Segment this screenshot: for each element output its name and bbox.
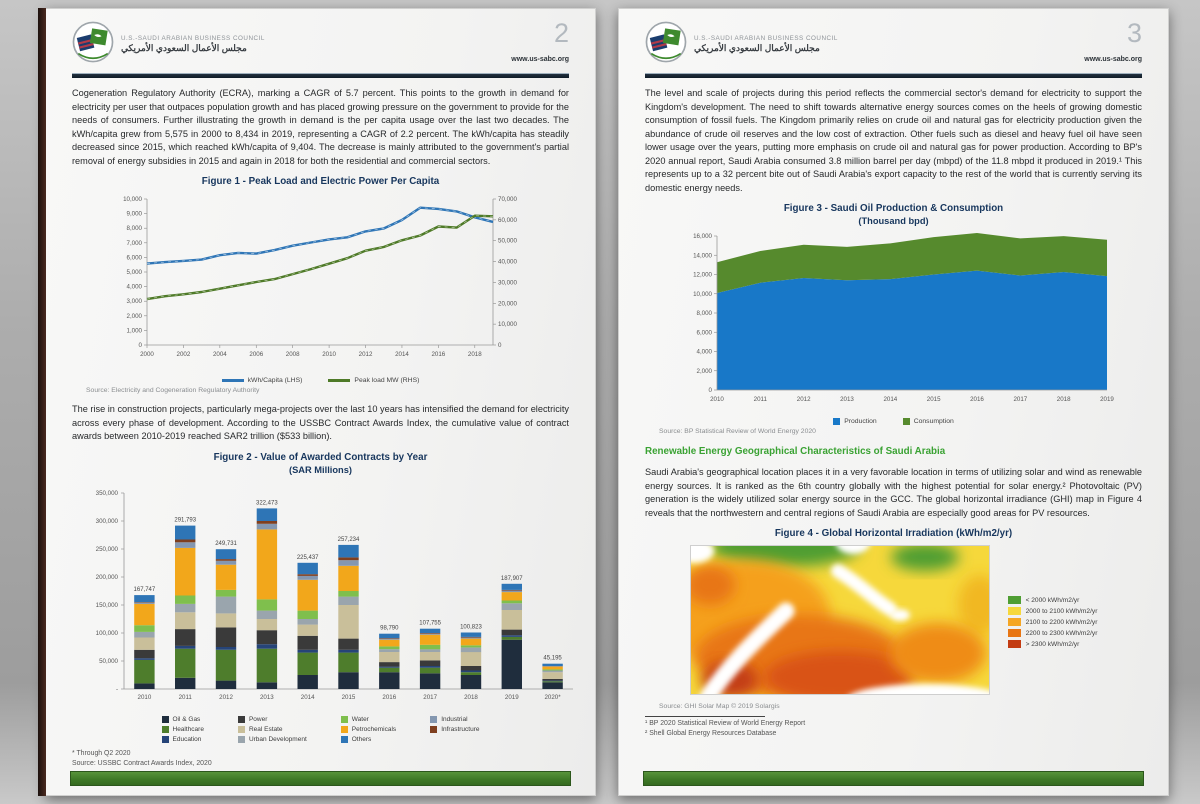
legend-item: Peak load MW (RHS) <box>328 377 419 384</box>
figure1-legend <box>72 377 569 384</box>
legend-item: Petrochemicals <box>341 726 396 733</box>
svg-text:2013: 2013 <box>839 396 854 404</box>
svg-text:2008: 2008 <box>285 351 300 359</box>
section-heading: Renewable Energy Geographical Characteristics of Saudi Arabia <box>645 446 946 458</box>
svg-text:257,234: 257,234 <box>337 537 360 544</box>
page-3 <box>618 8 1169 796</box>
svg-text:225,437: 225,437 <box>296 554 319 561</box>
svg-text:2014: 2014 <box>394 351 409 359</box>
page2-paragraph-1: Cogeneration Regulatory Authority (ECRA), marking a CAGR of 5.7 percent. This points to the growth in demand for electricity per user that outpaces population growth and has placed growing pressure on the government to provide for the needs of consumers. Further illustrating the growth in demand is the per capita usage over the last two decades. The kWh/capita grew from 5,575 in 2000 to 8,434 in 2019, representing a CAGR of 2.2 percent. The kWh/capita has steadily decreased since 2015, which reached kWh/capita of 9,404. The decrease is mainly attributed to the government's partial removal of energy subsidies in 2015 and again in 2018 for both the residential and commercial sectors. <box>72 88 569 166</box>
svg-text:250,000: 250,000 <box>95 546 118 554</box>
svg-text:6,000: 6,000 <box>696 329 712 337</box>
figure4-map-legend <box>1008 596 1098 648</box>
svg-text:350,000: 350,000 <box>95 490 118 498</box>
legend-item: Consumption <box>903 418 954 425</box>
svg-text:10,000: 10,000 <box>122 196 142 204</box>
svg-text:2012: 2012 <box>796 396 811 404</box>
ussbc-logo-icon <box>72 21 114 68</box>
figure2-footnote: * Through Q2 2020 <box>72 750 131 758</box>
svg-text:2016: 2016 <box>969 396 984 404</box>
page3-paragraph-1: The level and scale of projects during this period reflects the commercial sector's demand for electricity to support the Kingdom's development. The need to shift towards alternative energy sources comes on the heels of growing domestic consumption of fossil fuels. The Kingdom primarily relies on crude oil and natural gas for electricity production given the abundance of crude oil reserves and the low cost of extraction. Other fuels such as diesel and heavy fuel oil have seen lower usage over the years, putting more emphasis on crude oil and natural gas for power production. According to BP's 2020 annual report, Saudi Arabia consumed 3.8 million barrel per day (mbpd) of the 11.8 mbpd it produced in 2019.¹ This represents up to a 32 percent bite out of Saudi Arabia's export capacity to the rest of the world that is currently serving its domestic energy needs. <box>645 88 1142 193</box>
figure3-area-chart <box>645 228 1142 417</box>
legend-item: Production <box>833 418 877 425</box>
svg-text:14,000: 14,000 <box>692 252 712 260</box>
figure3-title: Figure 3 - Saudi Oil Production & Consumption <box>783 203 1004 215</box>
ussbc-logo-icon <box>645 21 687 68</box>
svg-text:6,000: 6,000 <box>126 254 142 262</box>
legend-item: Healthcare <box>162 726 204 733</box>
svg-text:10,000: 10,000 <box>692 291 712 299</box>
header-rule <box>645 73 1142 78</box>
svg-text:2,000: 2,000 <box>696 368 712 376</box>
figure2-subtitle: (SAR Millions) <box>288 465 352 476</box>
figure2-title: Figure 2 - Value of Awarded Contracts by Year <box>213 451 428 463</box>
svg-text:50,000: 50,000 <box>99 658 118 666</box>
figure4-title: Figure 4 - Global Horizontal Irradiation (kWh/m2/yr) <box>774 528 1013 540</box>
svg-text:2010: 2010 <box>137 694 152 702</box>
svg-text:2002: 2002 <box>176 351 190 359</box>
svg-text:2004: 2004 <box>212 351 227 359</box>
svg-text:2011: 2011 <box>178 694 192 702</box>
svg-text:12,000: 12,000 <box>692 271 712 279</box>
svg-text:98,790: 98,790 <box>380 625 399 632</box>
svg-text:8,000: 8,000 <box>696 310 712 318</box>
svg-text:2019: 2019 <box>504 694 519 702</box>
page-2 <box>45 8 596 796</box>
page3-header <box>645 18 1142 68</box>
svg-text:200,000: 200,000 <box>95 574 118 582</box>
website-url: www.us-sabc.org <box>511 56 569 64</box>
svg-text:167,747: 167,747 <box>133 587 156 594</box>
figure3-source: Source: BP Statistical Review of World Energy 2020 <box>659 428 816 436</box>
svg-text:40,000: 40,000 <box>497 258 517 266</box>
svg-text:9,000: 9,000 <box>126 210 142 218</box>
svg-text:70,000: 70,000 <box>497 196 517 204</box>
page-number: 2 <box>553 18 569 48</box>
legend-item: Water <box>341 716 396 723</box>
ghi-irradiation-map <box>690 545 990 700</box>
legend-item: Urban Development <box>238 736 307 743</box>
svg-text:2015: 2015 <box>926 396 941 404</box>
svg-text:2018: 2018 <box>1056 396 1071 404</box>
figure1-title: Figure 1 - Peak Load and Electric Power Per Capita <box>201 176 440 188</box>
svg-text:100,000: 100,000 <box>95 630 118 638</box>
footnotes <box>645 719 1142 739</box>
svg-text:20,000: 20,000 <box>497 300 517 308</box>
svg-text:100,823: 100,823 <box>460 624 482 631</box>
svg-text:2016: 2016 <box>430 351 445 359</box>
svg-text:2011: 2011 <box>753 396 767 404</box>
legend-item: Education <box>162 736 204 743</box>
svg-text:30,000: 30,000 <box>497 279 517 287</box>
svg-text:2014: 2014 <box>882 396 897 404</box>
svg-text:2006: 2006 <box>248 351 263 359</box>
svg-text:107,755: 107,755 <box>419 620 441 627</box>
svg-text:60,000: 60,000 <box>497 217 517 225</box>
figure1-line-chart <box>72 189 569 376</box>
page2-header <box>72 18 569 68</box>
svg-text:2018: 2018 <box>467 351 482 359</box>
svg-text:2010: 2010 <box>709 396 724 404</box>
legend-item: kWh/Capita (LHS) <box>222 377 303 384</box>
svg-text:2015: 2015 <box>341 694 356 702</box>
legend-item: > 2300 kWh/m2/yr <box>1008 640 1098 648</box>
svg-text:4,000: 4,000 <box>696 348 712 356</box>
org-name-arabic: مجلس الأعمال السعودي الأمريكي <box>694 43 820 53</box>
legend-item: < 2000 kWh/m2/yr <box>1008 596 1098 604</box>
figure4-map-block <box>645 545 1142 700</box>
svg-text:2013: 2013 <box>259 694 274 702</box>
legend-item: 2100 to 2200 kWh/m2/yr <box>1008 618 1098 626</box>
svg-text:50,000: 50,000 <box>497 238 517 246</box>
page-number: 3 <box>1126 18 1142 48</box>
figure2-source: Source: USSBC Contract Awards Index, 2020 <box>72 760 212 768</box>
figure2-stacked-bar-chart <box>72 477 569 712</box>
legend-item: Infrastructure <box>430 726 479 733</box>
header-rule <box>72 73 569 78</box>
figure1-source: Source: Electricity and Cogeneration Regulatory Authority <box>86 387 260 395</box>
svg-text:0: 0 <box>497 342 501 350</box>
legend-item: Others <box>341 736 396 743</box>
svg-text:300,000: 300,000 <box>95 518 118 526</box>
svg-text:1,000: 1,000 <box>126 327 142 335</box>
svg-text:187,907: 187,907 <box>500 575 523 582</box>
legend-item: 2000 to 2100 kWh/m2/yr <box>1008 607 1098 615</box>
website-url: www.us-sabc.org <box>1084 56 1142 64</box>
figure4-source: Source: GHI Solar Map © 2019 Solargis <box>659 702 780 710</box>
svg-text:2017: 2017 <box>423 694 438 702</box>
svg-text:2010: 2010 <box>321 351 336 359</box>
legend-item: 2200 to 2300 kWh/m2/yr <box>1008 629 1098 637</box>
svg-text:2000: 2000 <box>139 351 154 359</box>
svg-text:0: 0 <box>708 387 712 395</box>
svg-text:0: 0 <box>138 342 142 350</box>
figure2-legend <box>72 716 569 743</box>
legend-item: Industrial <box>430 716 479 723</box>
svg-text:2012: 2012 <box>219 694 233 702</box>
svg-text:291,793: 291,793 <box>174 517 197 524</box>
svg-text:2019: 2019 <box>1099 396 1114 404</box>
svg-text:2014: 2014 <box>300 694 315 702</box>
svg-text:5,000: 5,000 <box>126 269 142 277</box>
org-name-arabic: مجلس الأعمال السعودي الأمريكي <box>121 43 247 53</box>
svg-text:45,195: 45,195 <box>543 655 562 662</box>
legend-item: Oil & Gas <box>162 716 204 723</box>
footnote-rule <box>645 716 765 717</box>
page3-footer-bar <box>643 771 1144 786</box>
svg-text:2,000: 2,000 <box>126 313 142 321</box>
svg-text:2020*: 2020* <box>544 694 561 702</box>
page2-footer-bar <box>70 771 571 786</box>
org-name-english: U.S.-SAUDI ARABIAN BUSINESS COUNCIL <box>694 35 838 42</box>
figure3-legend <box>645 418 1142 425</box>
svg-text:-: - <box>115 686 118 694</box>
org-name-english: U.S.-SAUDI ARABIAN BUSINESS COUNCIL <box>121 35 265 42</box>
footnote-line: ¹ BP 2020 Statistical Review of World Energy Report <box>645 719 806 727</box>
svg-text:2018: 2018 <box>464 694 478 702</box>
svg-text:4,000: 4,000 <box>126 283 142 291</box>
svg-text:249,731: 249,731 <box>215 541 237 548</box>
svg-text:150,000: 150,000 <box>95 602 118 610</box>
footnote-line: ² Shell Global Energy Resources Database <box>645 729 777 737</box>
legend-item: Real Estate <box>238 726 307 733</box>
svg-text:16,000: 16,000 <box>692 233 712 241</box>
legend-item: Power <box>238 716 307 723</box>
svg-text:322,473: 322,473 <box>256 500 278 507</box>
svg-text:7,000: 7,000 <box>126 240 142 248</box>
svg-text:2017: 2017 <box>1012 396 1027 404</box>
svg-text:2016: 2016 <box>382 694 397 702</box>
svg-text:3,000: 3,000 <box>126 298 142 306</box>
figure3-subtitle: (Thousand bpd) <box>858 216 929 227</box>
page2-paragraph-2: The rise in construction projects, particularly mega-projects over the last 10 years has intensified the demand for electricity across every phase of development. According to the USSBC Contract Awards Index, the cumulative value of contract awards between 2010-2019 reached SAR2 trillion ($533 billion). <box>72 404 569 442</box>
svg-text:10,000: 10,000 <box>497 321 517 329</box>
svg-text:8,000: 8,000 <box>126 225 142 233</box>
svg-text:2012: 2012 <box>358 351 372 359</box>
page3-paragraph-2: Saudi Arabia's geographical location places it in a very favorable location in terms of utilizing solar and wind as renewable energy sources. It is ranked as the 6th country globally with the highest potential for solar energy.² Photovoltaic (PV) generation is the widely utilized solar energy source in the GCC. The global horizontal irradiance (GHI) map in Figure 4 reveals that the northwestern and central regions of Saudi Arabia are especially good areas for PV resources. <box>645 467 1142 518</box>
